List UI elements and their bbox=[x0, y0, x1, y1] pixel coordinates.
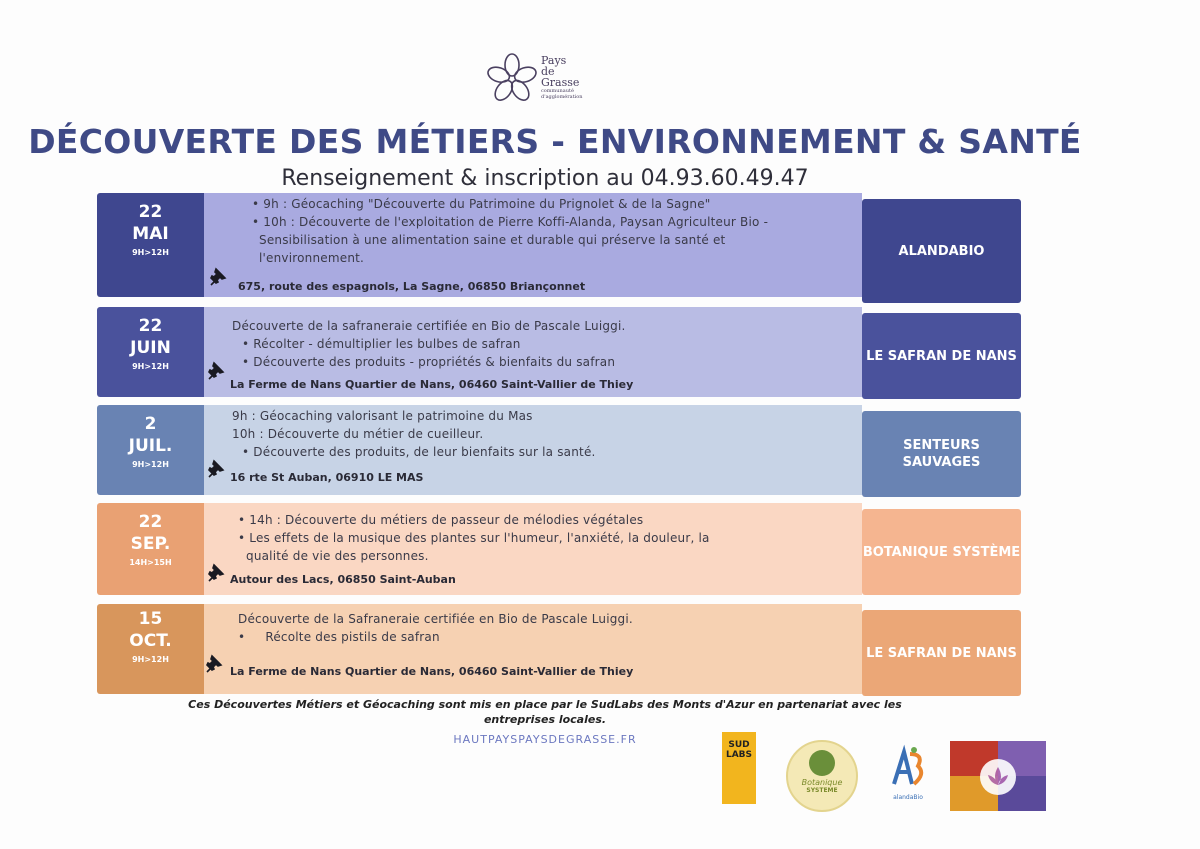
pushpin-icon bbox=[207, 265, 229, 287]
event-line: l'environnement. bbox=[259, 251, 365, 265]
event-date bbox=[97, 405, 204, 495]
pushpin-icon bbox=[205, 561, 227, 583]
event-hours: 9H>12H bbox=[132, 248, 169, 257]
senteurs-logo bbox=[950, 741, 1046, 811]
page-subtitle: Renseignement & inscription au 04.93.60.49.47 bbox=[281, 166, 809, 191]
event-month: SEP. bbox=[130, 534, 171, 554]
event-partner: ALANDABIO bbox=[862, 199, 1021, 303]
alandabio-mark-icon bbox=[888, 744, 928, 790]
event-hours: 9H>12H bbox=[132, 460, 169, 469]
event-date bbox=[97, 604, 204, 694]
footer-line-2: entreprises locales. bbox=[483, 713, 607, 726]
event-row-sep bbox=[97, 503, 1023, 595]
event-line: qualité de vie des personnes. bbox=[246, 549, 429, 563]
event-month: OCT. bbox=[129, 631, 172, 651]
flower-icon bbox=[486, 52, 538, 104]
alandabio-text: alandaBio bbox=[893, 794, 923, 801]
page-title: DÉCOUVERTE DES MÉTIERS - ENVIRONNEMENT & SANTÉ bbox=[28, 122, 1082, 161]
event-hours: 14H>15H bbox=[129, 558, 172, 567]
logo-name-3: Grasse bbox=[541, 76, 580, 89]
event-line: • Découverte des produits - propriétés & bienfaits du safran bbox=[242, 355, 616, 369]
event-day: 15 bbox=[138, 609, 163, 629]
event-row-oct bbox=[97, 604, 1023, 694]
event-line: • Découverte des produits, de leur bienfaits sur la santé. bbox=[242, 445, 596, 459]
event-partner: LE SAFRAN DE NANS bbox=[862, 610, 1021, 696]
event-line: • 9h : Géocaching "Découverte du Patrimoine du Prignolet & de la Sagne" bbox=[252, 197, 711, 211]
sudlabs-text-1: SUD bbox=[728, 740, 750, 750]
event-date bbox=[97, 193, 204, 297]
event-address: Autour des Lacs, 06850 Saint-Auban bbox=[230, 573, 456, 586]
event-date bbox=[97, 503, 204, 595]
event-address: 16 rte St Auban, 06910 LE MAS bbox=[230, 471, 424, 484]
event-month: JUIL. bbox=[128, 436, 173, 456]
footer-line-1: Ces Découvertes Métiers et Géocaching sont mis en place par le SudLabs des Monts d'Azur en partenariat avec les bbox=[188, 698, 902, 711]
pays-de-grasse-logo bbox=[486, 52, 596, 104]
event-line: Découverte de la safraneraie certifiée en Bio de Pascale Luiggi. bbox=[232, 319, 626, 333]
event-hours: 9H>12H bbox=[132, 655, 169, 664]
website-link[interactable]: HAUTPAYSPAYSDEGRASSE.FR bbox=[453, 733, 637, 746]
event-day: 2 bbox=[144, 414, 157, 434]
event-line: • Récolte des pistils de safran bbox=[238, 630, 440, 644]
event-line: • 10h : Découverte de l'exploitation de Pierre Koffi-Alanda, Paysan Agriculteur Bio - bbox=[252, 215, 769, 229]
event-line: Découverte de la Safraneraie certifiée en Bio de Pascale Luiggi. bbox=[238, 612, 633, 626]
event-day: 22 bbox=[138, 316, 163, 336]
event-body bbox=[204, 405, 862, 495]
event-date bbox=[97, 307, 204, 397]
botanique-systeme-logo bbox=[786, 740, 858, 812]
event-row-juin bbox=[97, 307, 1023, 397]
event-row-mai bbox=[97, 193, 1023, 297]
event-line: • 14h : Découverte du métiers de passeur de mélodies végétales bbox=[238, 513, 644, 527]
event-row-juil bbox=[97, 405, 1023, 495]
event-day: 22 bbox=[138, 512, 163, 532]
event-line: Sensibilisation à une alimentation saine et durable qui préserve la santé et bbox=[259, 233, 726, 247]
botanique-text-1: Botanique bbox=[801, 778, 843, 787]
event-address: La Ferme de Nans Quartier de Nans, 06460 Saint-Vallier de Thiey bbox=[230, 378, 634, 391]
sudlabs-logo bbox=[722, 732, 756, 804]
event-address: 675, route des espagnols, La Sagne, 06850 Briançonnet bbox=[238, 280, 586, 293]
logo-name-1: Pays bbox=[541, 54, 567, 67]
footer-note bbox=[150, 697, 940, 727]
event-day: 22 bbox=[138, 202, 163, 222]
event-line: 10h : Découverte du métier de cueilleur. bbox=[232, 427, 484, 441]
pushpin-icon bbox=[203, 652, 225, 674]
logo-name-2: de bbox=[541, 65, 555, 78]
event-partner: SENTEURS SAUVAGES bbox=[862, 411, 1021, 497]
event-line: 9h : Géocaching valorisant le patrimoine du Mas bbox=[232, 409, 533, 423]
sudlabs-text-2: LABS bbox=[725, 750, 753, 760]
event-line: • Récolter - démultiplier les bulbes de safran bbox=[242, 337, 521, 351]
event-body bbox=[204, 503, 862, 595]
event-line: • Les effets de la musique des plantes sur l'humeur, l'anxiété, la douleur, la bbox=[238, 531, 710, 545]
event-address: La Ferme de Nans Quartier de Nans, 06460 Saint-Vallier de Thiey bbox=[230, 665, 634, 678]
event-body bbox=[204, 307, 862, 397]
event-body bbox=[204, 604, 862, 694]
event-hours: 9H>12H bbox=[132, 362, 169, 371]
event-partner: LE SAFRAN DE NANS bbox=[862, 313, 1021, 399]
event-body bbox=[204, 193, 862, 297]
tree-icon bbox=[809, 750, 835, 776]
pushpin-icon bbox=[205, 457, 227, 479]
event-partner: BOTANIQUE SYSTÈME bbox=[862, 509, 1021, 595]
alandabio-logo bbox=[888, 744, 928, 804]
logo-tagline-2: d'agglomération bbox=[541, 94, 583, 100]
event-month: MAI bbox=[132, 224, 169, 244]
botanique-text-2: SYSTEME bbox=[806, 787, 838, 794]
event-month: JUIN bbox=[130, 338, 171, 358]
lotus-icon bbox=[980, 759, 1016, 795]
logo-tagline-1: communauté bbox=[541, 88, 574, 94]
pushpin-icon bbox=[205, 359, 227, 381]
